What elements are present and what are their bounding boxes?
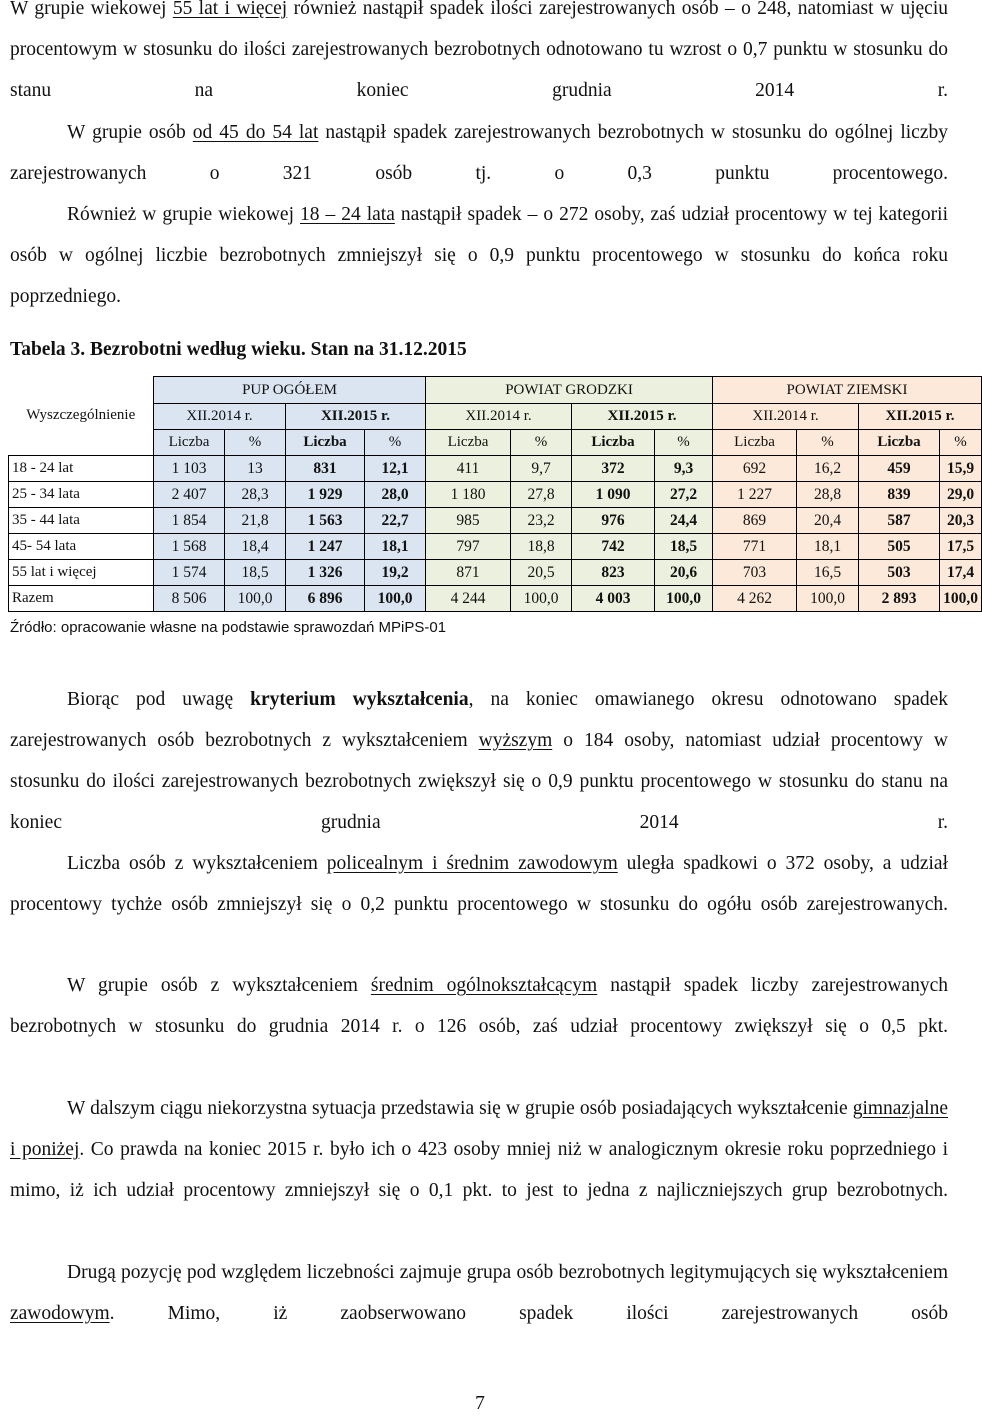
table-cell: 18,1 <box>365 534 426 560</box>
subcol-header: % <box>365 430 426 456</box>
table-cell: 27,2 <box>655 482 713 508</box>
table-cell: 1 247 <box>286 534 365 560</box>
text-run: o 184 osoby, natomiast udział procentowy w stosunku do ilości zarejestrowanych bezrobotnych zwiększył się o 0,9 punktu procentowego w stosunku do stanu na koniec grudnia 2014 r. <box>10 730 948 833</box>
table-cell: 797 <box>426 534 511 560</box>
page-number: 7 <box>475 1393 485 1414</box>
underlined-term: wyższym <box>478 730 553 751</box>
table-cell: 869 <box>713 508 797 534</box>
row-label: 25 - 34 lata <box>9 482 154 508</box>
table-cell: 4 003 <box>572 586 655 612</box>
underlined-term: policealnym i średnim zawodowym <box>326 853 618 874</box>
paragraph-age-18-24 <box>10 194 948 317</box>
text-run: Również w grupie wiekowej <box>67 204 300 225</box>
table-cell: 20,4 <box>797 508 859 534</box>
table-cell: 1 227 <box>713 482 797 508</box>
table-cell: 4 262 <box>713 586 797 612</box>
table-cell: 4 244 <box>426 586 511 612</box>
table-cell: 2 893 <box>859 586 940 612</box>
row-label: 55 lat i więcej <box>9 560 154 586</box>
table-cell: 985 <box>426 508 511 534</box>
text-run: nastąpił spadek liczby zarejestrowanych bezrobotnych w stosunku do grudnia 2014 r. o 126 osób, zaś udział procentowy zwiększył się o 0,5 pkt. <box>10 975 949 1037</box>
table-cell: 9,3 <box>655 456 713 482</box>
subcol-header: Liczba <box>286 430 365 456</box>
text-run: Liczba osób z wykształceniem <box>67 853 327 874</box>
table-cell: 587 <box>859 508 940 534</box>
year-header: XII.2015 r. <box>572 404 713 430</box>
table-cell: 20,3 <box>940 508 982 534</box>
subcol-header: % <box>797 430 859 456</box>
table-cell: 100,0 <box>797 586 859 612</box>
text-run: W grupie osób <box>67 122 193 143</box>
table-cell: 771 <box>713 534 797 560</box>
table-cell: 18,8 <box>511 534 572 560</box>
age-table <box>8 376 982 612</box>
table-cell: 19,2 <box>365 560 426 586</box>
row-label: 35 - 44 lata <box>9 508 154 534</box>
underlined-term: od 45 do 54 lat <box>192 122 319 143</box>
table-cell: 8 506 <box>154 586 225 612</box>
table-cell: 1 180 <box>426 482 511 508</box>
table-cell: 100,0 <box>940 586 982 612</box>
table-cell: 100,0 <box>365 586 426 612</box>
table-cell: 505 <box>859 534 940 560</box>
table-cell: 28,0 <box>365 482 426 508</box>
table-row <box>9 508 982 534</box>
text-run: uległa spadkowi o 372 osoby, a udział procentowy tychże osób zmniejszył się o 0,2 punktu procentowego w stosunku do ogółu osób zarejestrowanych. <box>10 853 948 915</box>
table-cell: 29,0 <box>940 482 982 508</box>
year-header: XII.2014 r. <box>713 404 859 430</box>
text-run: , na koniec omawianego okresu odnotowano spadek zarejestrowanych osób bezrobotnych z wykształceniem <box>10 689 949 751</box>
table-cell: 831 <box>286 456 365 482</box>
paragraph-education-higher <box>10 679 948 843</box>
group-header-grodzki: POWIAT GRODZKI <box>426 377 713 404</box>
table-cell: 18,5 <box>225 560 286 586</box>
table-body <box>9 456 982 612</box>
text-run: W dalszym ciągu niekorzystna sytuacja przedstawia się w grupie osób posiadających wykształcenie <box>67 1098 853 1119</box>
table-cell: 703 <box>713 560 797 586</box>
table-cell: 372 <box>572 456 655 482</box>
table-cell: 24,4 <box>655 508 713 534</box>
row-label: Razem <box>9 586 154 612</box>
row-header-label: Wyszczególnienie <box>9 377 154 456</box>
text-run: . Co prawda na koniec 2015 r. było ich o 423 osoby mniej niż w analogicznym okresie roku poprzedniego i mimo, iż ich udział procentowy zmniejszył się o 0,1 pkt. to jest to jedna z najliczniejszych grup bezrobotnych. <box>10 1139 948 1201</box>
table-cell: 100,0 <box>511 586 572 612</box>
table-cell: 459 <box>859 456 940 482</box>
table-cell: 17,5 <box>940 534 982 560</box>
table-cell: 503 <box>859 560 940 586</box>
table-cell: 20,5 <box>511 560 572 586</box>
table-cell: 692 <box>713 456 797 482</box>
text-run: również nastąpił spadek ilości zarejestrowanych osób – o 248, natomiast w ujęciu procentowym w stosunku do ilości zarejestrowanych bezrobotnych odnotowano tu wzrost o 0,7 punktu w stosunku do stanu na koniec grudnia 2014 r. <box>10 0 948 101</box>
subcol-header: % <box>225 430 286 456</box>
table-cell: 1 854 <box>154 508 225 534</box>
table-cell: 2 407 <box>154 482 225 508</box>
paragraph-education-general-secondary <box>10 965 948 1047</box>
subcol-header: % <box>655 430 713 456</box>
subcol-header: Liczba <box>154 430 225 456</box>
table-title: Tabela 3. Bezrobotni według wieku. Stan na 31.12.2015 <box>10 339 467 360</box>
year-header: XII.2014 r. <box>154 404 286 430</box>
table-cell: 823 <box>572 560 655 586</box>
text-run: nastąpił spadek – o 272 osoby, zaś udział procentowy w tej kategorii osób w ogólnej liczbie bezrobotnych zmniejszył się o 0,9 punktu procentowego w stosunku do końca roku poprzedniego. <box>10 204 948 307</box>
row-label: 45- 54 lata <box>9 534 154 560</box>
subcol-header: Liczba <box>572 430 655 456</box>
source-note: Źródło: opracowanie własne na podstawie sprawozdań MPiPS-01 <box>10 619 447 636</box>
table-row <box>9 534 982 560</box>
bold-term: kryterium wykształcenia <box>250 689 469 710</box>
text-run: W grupie wiekowej <box>10 0 173 19</box>
table-cell: 23,2 <box>511 508 572 534</box>
table-row <box>9 456 982 482</box>
table-cell: 1 929 <box>286 482 365 508</box>
text-run: Drugą pozycję pod względem liczebności zajmuje grupa osób bezrobotnych legitymujących się wykształceniem <box>67 1262 948 1283</box>
table-cell: 1 563 <box>286 508 365 534</box>
subcol-header: % <box>940 430 982 456</box>
table-cell: 22,7 <box>365 508 426 534</box>
table-cell: 27,8 <box>511 482 572 508</box>
subcol-header: Liczba <box>713 430 797 456</box>
subcol-header: Liczba <box>426 430 511 456</box>
table-row <box>9 586 982 612</box>
table-cell: 1 574 <box>154 560 225 586</box>
table-cell: 742 <box>572 534 655 560</box>
table-cell: 13 <box>225 456 286 482</box>
paragraph-education-vocational <box>10 1252 948 1334</box>
text-run: W grupie osób z wykształceniem <box>67 975 371 996</box>
table-cell: 976 <box>572 508 655 534</box>
table-cell: 16,5 <box>797 560 859 586</box>
table-cell: 411 <box>426 456 511 482</box>
paragraph-age-55-plus <box>10 0 948 111</box>
table-cell: 1 568 <box>154 534 225 560</box>
group-header-pup: PUP OGÓŁEM <box>154 377 426 404</box>
table-cell: 17,4 <box>940 560 982 586</box>
table-cell: 100,0 <box>225 586 286 612</box>
table-cell: 9,7 <box>511 456 572 482</box>
table-cell: 871 <box>426 560 511 586</box>
table-cell: 1 326 <box>286 560 365 586</box>
underlined-term: zawodowym <box>10 1303 110 1324</box>
table-cell: 28,8 <box>797 482 859 508</box>
year-header: XII.2015 r. <box>859 404 982 430</box>
underlined-term: gimnazjalne i poniżej <box>10 1098 948 1160</box>
underlined-term: 18 – 24 lata <box>300 204 395 225</box>
paragraph-education-post-secondary <box>10 843 948 925</box>
table-cell: 100,0 <box>655 586 713 612</box>
subcol-header-row <box>9 430 982 456</box>
table-cell: 839 <box>859 482 940 508</box>
paragraph-age-45-54 <box>10 112 948 194</box>
underlined-term: średnim ogólnokształcącym <box>370 975 598 996</box>
table-cell: 1 090 <box>572 482 655 508</box>
subcol-header: % <box>511 430 572 456</box>
table-cell: 6 896 <box>286 586 365 612</box>
table-cell: 18,5 <box>655 534 713 560</box>
paragraph-education-lower-secondary <box>10 1088 948 1211</box>
year-header-row <box>9 404 982 430</box>
row-label: 18 - 24 lat <box>9 456 154 482</box>
text-run: nastąpił spadek zarejestrowanych bezrobotnych w stosunku do ogólnej liczby zarejestrowanych o 321 osób tj. o 0,3 punktu procentowego. <box>10 122 948 184</box>
table-cell: 28,3 <box>225 482 286 508</box>
table-cell: 18,4 <box>225 534 286 560</box>
table-cell: 21,8 <box>225 508 286 534</box>
table-cell: 16,2 <box>797 456 859 482</box>
year-header: XII.2014 r. <box>426 404 572 430</box>
text-run: . Mimo, iż zaobserwowano spadek ilości zarejestrowanych osób <box>109 1303 948 1324</box>
table-cell: 1 103 <box>154 456 225 482</box>
table-cell: 18,1 <box>797 534 859 560</box>
table-row <box>9 482 982 508</box>
table-cell: 15,9 <box>940 456 982 482</box>
table-row <box>9 560 982 586</box>
subcol-header: Liczba <box>859 430 940 456</box>
year-header: XII.2015 r. <box>286 404 426 430</box>
text-run: Biorąc pod uwagę <box>67 689 251 710</box>
underlined-term: 55 lat i więcej <box>172 0 288 19</box>
table-cell: 12,1 <box>365 456 426 482</box>
group-header-ziemski: POWIAT ZIEMSKI <box>713 377 982 404</box>
table-cell: 20,6 <box>655 560 713 586</box>
